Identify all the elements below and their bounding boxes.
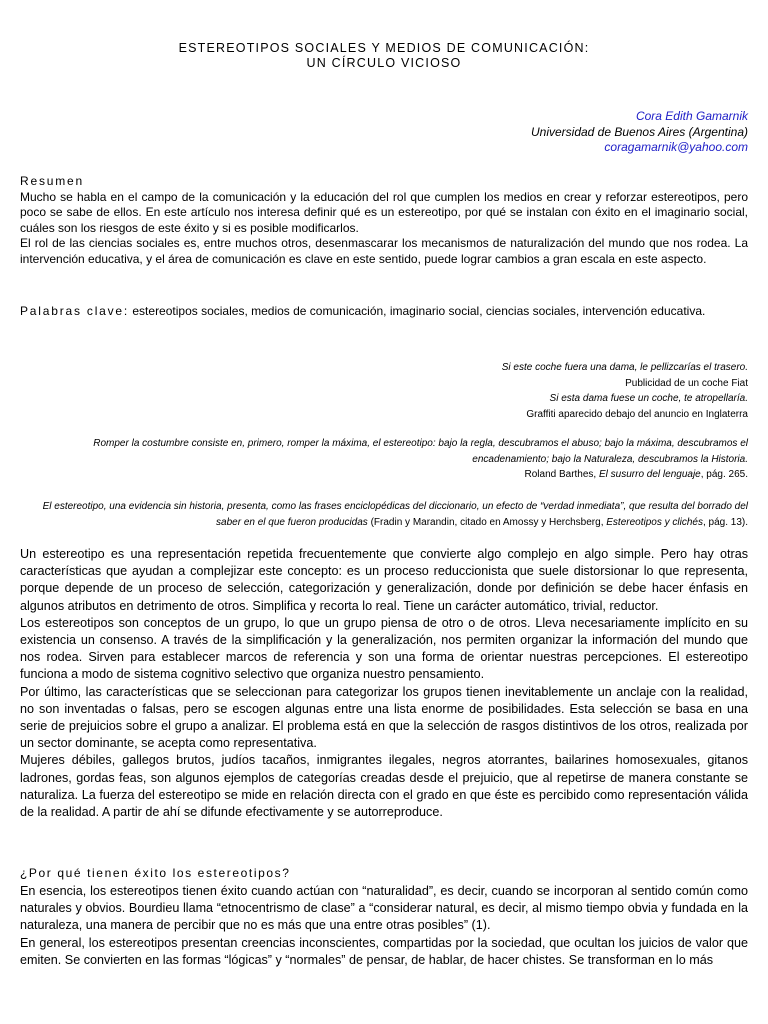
epigraph-1-source-1: Publicidad de un coche Fiat bbox=[625, 377, 748, 389]
epigraph-2-source-book: El susurro del lenguaje bbox=[599, 469, 701, 480]
epigraph-1 bbox=[20, 360, 748, 422]
epigraph-1-source-2: Graffiti aparecido debajo del anuncio en Inglaterra bbox=[526, 408, 748, 420]
section-heading-exito: ¿Por qué tienen éxito los estereotipos? bbox=[20, 866, 291, 880]
main-body bbox=[20, 546, 748, 821]
author-name[interactable]: Cora Edith Gamarnik bbox=[635, 109, 748, 123]
author-affiliation: Universidad de Buenos Aires (Argentina) bbox=[530, 124, 748, 139]
body-paragraph-3: Por último, las características que se seleccionan para categorizar los grupos tienen inevitablemente un anclaje con la realidad, no son inventadas o falsas, pero se escogen algunas entre una lista enorme de posibilidades. Esta selección se basa en una serie de prejuicios sobre el grupo a analizar. El problema está en que la selección de rasgos distintivos de los otros, realizada por un sector dominante, se acepta como representativa. bbox=[20, 684, 748, 751]
document-title bbox=[20, 41, 748, 71]
keywords-text: estereotipos sociales, medios de comunicación, imaginario social, ciencias sociales, intervención educativa. bbox=[129, 304, 706, 318]
epigraph-1-quote-1: Si este coche fuera una dama, le pellizcarías el trasero. bbox=[501, 362, 748, 373]
epigraph-3-source-book: Estereotipos y clichés bbox=[606, 516, 703, 528]
section-2-paragraph-2: En general, los estereotipos presentan creencias inconscientes, compartidas por la sociedad, que ocultan los juicios de valor que emiten. Se convierten en las formas “lógicas” y “normales” de pensar, de hablar, de hacer chistes. Se transforman en lo más bbox=[20, 935, 748, 967]
epigraph-3 bbox=[20, 499, 748, 530]
epigraph-3-source-post: , pág. 13). bbox=[702, 516, 748, 528]
epigraph-2-quote: Romper la costumbre consiste en, primero, romper la máxima, el estereotipo: bajo la regla, descubramos el abuso; bajo la máxima, descubramos el encadenamiento; bajo la Naturaleza, descubramos la Historia. bbox=[93, 438, 748, 465]
section-2-body bbox=[20, 883, 748, 969]
author-block bbox=[531, 109, 748, 156]
body-paragraph-1: Un estereotipo es una representación repetida frecuentemente que convierte algo complejo en algo simple. Pero hay otras características que ayudan a complejizar este concepto: es un proceso reduccionista que suele distorsionar lo que representa, porque depende de un proceso de selección, categorización y generalización, donde por definición se debe hacer énfasis en algunos atributos en detrimento de otros. Simplifica y recorta lo real. Tiene un carácter automático, trivial, reductor. bbox=[20, 547, 748, 613]
body-paragraph-2: Los estereotipos son conceptos de un grupo, lo que un grupo piensa de otro o de otros. Lleva necesariamente implícito en su existencia un consenso. A través de la simplificación y la generalización, nos permiten organizar la información del mundo que nos rodea. Sirven para establecer marcos de referencia y son una forma de orientar nuestras percepciones. El estereotipo funciona a modo de sistema cognitivo selectivo que organiza nuestro pensamiento. bbox=[20, 615, 748, 682]
keywords-label: Palabras clave: bbox=[20, 304, 130, 318]
epigraph-2-source-page: , pág. 265. bbox=[700, 469, 748, 480]
epigraph-1-quote-2: Si esta dama fuese un coche, te atropellaría. bbox=[549, 393, 748, 404]
epigraph-3-quote: El estereotipo, una evidencia sin historia, presenta, como las frases enciclopédicas del diccionario, un efecto de “verdad inmediata”, que resulta del borrado del saber en el que fueron producidas bbox=[42, 501, 748, 528]
abstract-section bbox=[20, 174, 748, 267]
author-email-link[interactable]: coragamarnik@yahoo.com bbox=[604, 140, 748, 154]
section-2-paragraph-1: En esencia, los estereotipos tienen éxito cuando actúan con “naturalidad”, es decir, cuando se incorporan al sentido común como naturales y obvios. Bourdieu llama “etnocentrismo de clase” a “considerar natural, es decir, al mismo tiempo obvia y fundada en la naturaleza, una manera de percibir que no es más que una entre otras posibles” (1). bbox=[20, 884, 748, 933]
abstract-paragraph-2: El rol de las ciencias sociales es, entre muchos otros, desenmascarar los mecanismos de naturalización del mundo que nos rodea. La intervención educativa, y el área de comunicación es clave en este sentido, puede lograr cambios a gran escala en este aspecto. bbox=[20, 236, 748, 266]
epigraph-3-source-pre: (Fradin y Marandin, citado en Amossy y Herchsberg, bbox=[367, 516, 607, 528]
epigraph-2-source bbox=[20, 467, 748, 483]
abstract-paragraph-1: Mucho se habla en el campo de la comunicación y la educación del rol que cumplen los medios en crear y reforzar estereotipos, pero poco se sabe de ellos. En este artículo nos interesa definir qué es un estereotipo, por qué se instalan con éxito en el imaginario social, cuáles son los riesgos de este éxito y si es posible modificarlos. bbox=[20, 189, 748, 235]
title-line-1: ESTEREOTIPOS SOCIALES Y MEDIOS DE COMUNICACIÓN: bbox=[178, 41, 590, 55]
epigraph-2 bbox=[20, 436, 748, 483]
title-line-2: UN CÍRCULO VICIOSO bbox=[306, 56, 462, 70]
epigraph-2-source-author: Roland Barthes, bbox=[524, 469, 599, 480]
abstract-heading: Resumen bbox=[20, 174, 84, 188]
keywords-line bbox=[20, 304, 748, 320]
body-paragraph-4: Mujeres débiles, gallegos brutos, judíos tacaños, inmigrantes ilegales, negros atorrantes, bailarines homosexuales, gitanos ladrones, gordas feas, son algunos ejemplos de categorías creadas desde el prejuicio, que al repetirse de manera constante se naturaliza. La fuerza del estereotipo se mide en relación directa con el grado en que éste es percibido como representación válida de la realidad. A partir de ahí se difunde efectivamente y se autorreproduce. bbox=[20, 753, 748, 820]
